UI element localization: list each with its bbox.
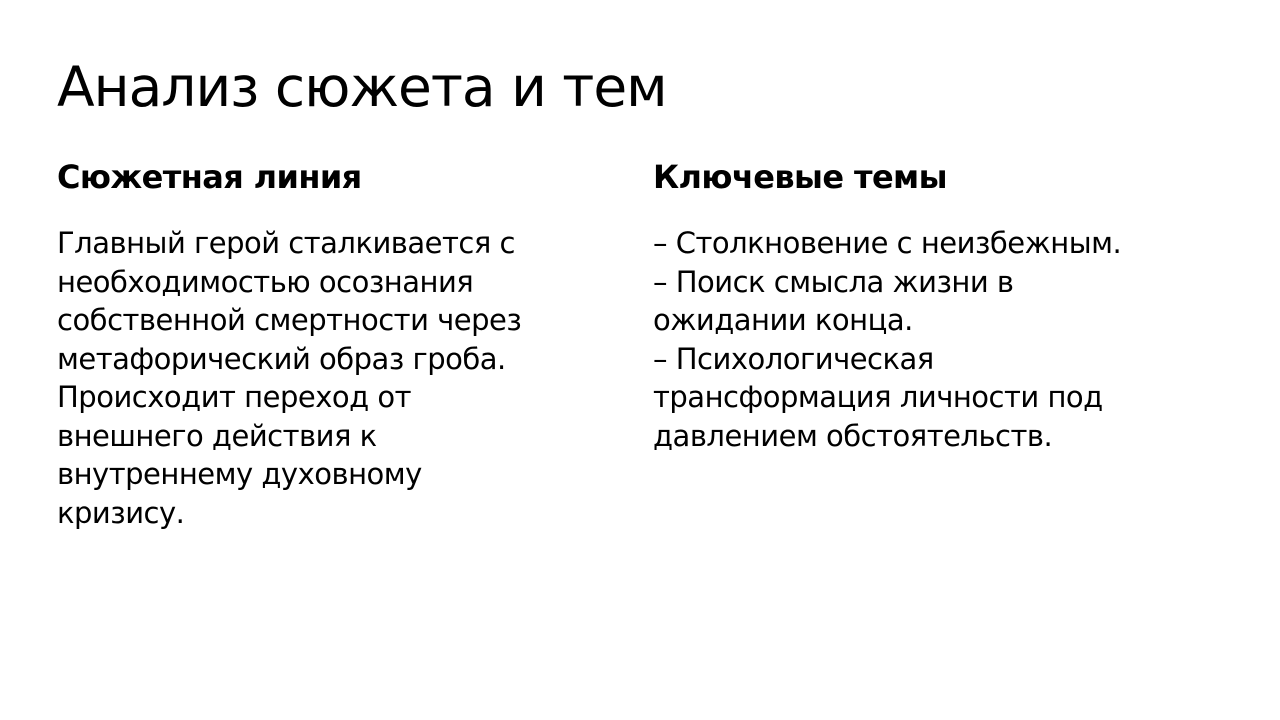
plot-text-line: Главный герой сталкивается с xyxy=(57,226,515,260)
themes-list-line: ожидании конца. xyxy=(653,303,913,337)
themes-column xyxy=(653,155,1173,455)
slide-title: Анализ сюжета и тем xyxy=(57,55,667,119)
themes-list-line: давлением обстоятельств. xyxy=(653,418,1053,453)
themes-list-line: – Поиск смысла жизни в xyxy=(653,264,1014,299)
plot-text-line: кризису. xyxy=(57,495,185,530)
plot-heading: Сюжетная линия xyxy=(57,158,362,196)
plot-text-line: внутреннему духовному xyxy=(57,457,422,491)
plot-text-line: Происходит переход от xyxy=(57,380,412,414)
themes-list xyxy=(653,224,1173,455)
plot-text xyxy=(57,224,577,532)
plot-text-line: метафорический образ гроба. xyxy=(57,341,506,376)
themes-list-line: – Столкновение с неизбежным. xyxy=(653,226,1122,260)
themes-list-line: трансформация личности под xyxy=(653,380,1103,414)
plot-column xyxy=(57,155,577,532)
plot-text-line: необходимостью осознания xyxy=(57,264,474,299)
themes-heading: Ключевые темы xyxy=(653,158,947,196)
plot-text-line: внешнего действия к xyxy=(57,418,377,453)
plot-text-line: собственной смертности через xyxy=(57,303,522,337)
themes-list-line: – Психологическая xyxy=(653,341,934,376)
